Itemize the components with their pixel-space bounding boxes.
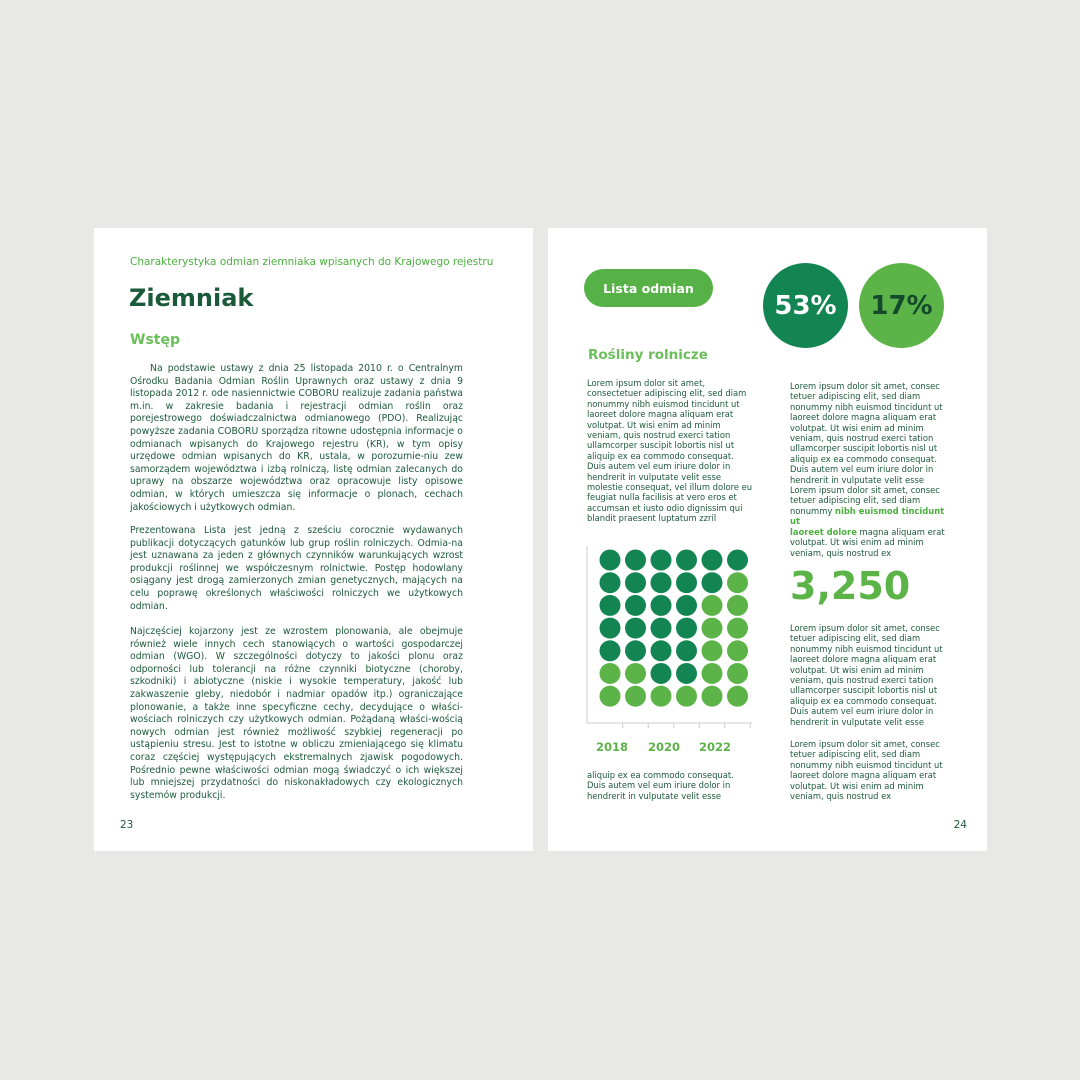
- chart-dot: [651, 572, 672, 593]
- chart-dot: [727, 550, 748, 571]
- chart-dot: [727, 640, 748, 661]
- chart-dot: [676, 686, 697, 707]
- column-text: Lorem ipsum dolor sit amet, consec tetuer adipiscing elit, sed diam nonummy nibh euismod tincidunt ut laoreet dolore magna aliquam erat volutpat. Ut wisi enim ad minim veniam, quis nostrud ex: [790, 739, 943, 802]
- chart-dot: [600, 595, 621, 616]
- year-label: 2018: [596, 740, 629, 754]
- chart-dot: [625, 595, 646, 616]
- chart-dot: [702, 550, 723, 571]
- section-subtitle: Wstęp: [130, 332, 180, 348]
- chart-dot: [676, 618, 697, 639]
- chart-dot: [727, 595, 748, 616]
- right-page: [548, 228, 987, 851]
- stat-circle-light: 17%: [859, 263, 944, 348]
- chart-dot: [625, 550, 646, 571]
- chart-dot: [727, 686, 748, 707]
- chart-dot: [676, 595, 697, 616]
- chart-dot: [702, 595, 723, 616]
- big-stat-number: 3,250: [790, 564, 911, 608]
- left-page: [94, 228, 533, 851]
- year-label: 2020: [648, 740, 681, 754]
- chart-dot: [651, 663, 672, 684]
- column-text: Lorem ipsum dolor sit amet, consec tetuer adipiscing elit, sed diam nonummy nibh euismod tincidunt ut laoreet dolore magna aliquam erat volutpat. Ut wisi enim ad minim veniam, quis nostrud exerci tation ullamcorper suscipit lobortis nisl ut aliquip ex ea commodo consequat. Duis autem vel eum iriure dolor in hendrerit in vulputate velit esse: [790, 623, 943, 727]
- highlighted-text: nibh euismod tincidunt ut laoreet dolore: [790, 505, 945, 537]
- chart-dot: [600, 686, 621, 707]
- running-head: Charakterystyka odmian ziemniaka wpisanych do Krajowego rejestru: [130, 256, 494, 268]
- page-number: 23: [120, 819, 134, 831]
- chart-dot: [625, 572, 646, 593]
- chart-dot: [727, 618, 748, 639]
- column-text: aliquip ex ea commodo consequat. Duis autem vel eum iriure dolor in hendrerit in vulputate velit esse: [587, 770, 734, 801]
- chart-dot: [600, 550, 621, 571]
- chart-dot: [625, 640, 646, 661]
- body-paragraph: Prezentowana Lista jest jedną z sześciu corocznie wydawanych publikacji dotyczących gatunków lub grup roślin rolniczych. Odmia-na jest uznawana za jeden z głównych czynników warunkujących wzrost produkcji roślinnej we współczesnym rolnictwie. Postęp hodowlany osiągany jest drogą zamierzonych zmian genetycznych, mających na celu poprawę określonych właściwości rolniczych we użytkowych odmian.: [130, 525, 463, 612]
- section-heading: Rośliny rolnicze: [588, 347, 708, 363]
- chart-dot: [727, 572, 748, 593]
- chart-dot: [702, 663, 723, 684]
- chart-dot: [600, 572, 621, 593]
- chart-dot: [625, 618, 646, 639]
- chart-dot: [676, 663, 697, 684]
- list-pill-badge: Lista odmian: [584, 269, 713, 307]
- chart-dot: [600, 663, 621, 684]
- text-run: Lorem ipsum dolor sit amet, consec tetuer adipiscing elit, sed diam nonummy nibh euismod tincidunt ut laoreet dolore magna aliquam erat volutpat. Ut wisi enim ad minim veniam, quis nostrud exerci tation ullamcorper suscipit lobortis nisl ut aliquip ex ea commodo consequat. Duis autem vel eum iriure dolor in hendrerit in vulputate velit esse: [790, 381, 943, 485]
- chart-dot: [651, 618, 672, 639]
- chart-dot: [600, 640, 621, 661]
- dot-matrix-chart: [584, 546, 764, 736]
- chart-dot: [702, 618, 723, 639]
- chart-dot: [727, 663, 748, 684]
- year-label: 2022: [699, 740, 732, 754]
- body-paragraph: Najczęściej kojarzony jest ze wzrostem plonowania, ale obejmuje również wiele innych cech stanowiących o wartości gospodarczej odmian (WGO). W szczególności dotyczy to jakości plonu oraz odporności lub tolerancji na różne czynniki biotyczne (choroby, szkodniki) i abiotyczne (niskie i wysokie temperatury, jakość lub zakwaszenie gleby, niedobór i nadmiar opadów itp.) ograniczające plonowanie, a także inne specyficzne cechy, decydujące o właści-wościach rolniczych czy użytkowych odmian. Pożądaną właści-wością nowych odmian jest również możliwość szybkiej regeneracji po ustąpieniu stresu. Jest to istotne w obliczu zmieniającego się klimatu coraz częściej występujących ekstremalnych zjawisk pogodowych. Pośrednio pewne właściwości odmian mogą świadczyć o ich większej lub mniejszej przydatności do niskonakładowych czy ekologicznych systemów produkcji.: [130, 626, 463, 801]
- stat-circle-dark: 53%: [763, 263, 848, 348]
- page-title: Ziemniak: [129, 284, 254, 312]
- chart-dot: [651, 686, 672, 707]
- chart-dot: [651, 550, 672, 571]
- chart-dot: [702, 686, 723, 707]
- chart-dot: [651, 595, 672, 616]
- chart-dot: [702, 572, 723, 593]
- chart-dot: [651, 640, 672, 661]
- body-paragraph: Na podstawie ustawy z dnia 25 listopada 2010 r. o Centralnym Ośrodku Badania Odmian Roślin Uprawnych oraz ustawy z dnia 9 listopada 2012 r. ode nasiennictwie COBORU realizuje zadania państwa m.in. w zakresie badania i rejestracji odmian roślin oraz porejestrowego doświadczalnictwa odmianowego (PDO). Realizując powyższe zadania COBORU sporządza ritowne udostępnia informacje o odmianach wpisanych do Krajowego rejestru (KR), w tym opisy urzędowe odmian wpisanych do KR, ustala, w porozumie-niu zew samorządem województwa i izbą rolniczą, listę odmian zalecanych do uprawy na obszarze województwa oraz opracowuje listy opisowe odmian, w których umieszcza się informacje o plonach, cechach jakościowych i użytkowych odmian.: [130, 363, 463, 513]
- text-run: magna aliquam erat volutpat. Ut wisi enim ad minim veniam, quis nostrud ex: [790, 526, 945, 558]
- chart-dot: [676, 550, 697, 571]
- chart-dot: [702, 640, 723, 661]
- chart-dot: [625, 686, 646, 707]
- chart-dot: [625, 663, 646, 684]
- column-text: Lorem ipsum dolor sit amet, consectetuer adipiscing elit, sed diam nonummy nibh euismod tincidunt ut laoreet dolore magna aliquam erat volutpat. Ut wisi enim ad minim veniam, quis nostrud exerci tation ullamcorper suscipit lobortis nisl ut aliquip ex ea commodo consequat. Duis autem vel eum iriure dolor in hendrerit in vulputate velit esse molestie consequat, vel illum dolore eu feugiat nulla facilisis at vero eros et accumsan et iusto odio dignissim qui blandit praesent luptatum zzril: [587, 378, 753, 524]
- chart-dot: [676, 640, 697, 661]
- chart-dot: [600, 618, 621, 639]
- text-run: Lorem ipsum dolor sit amet, consec tetuer adipiscing elit, sed diam nonummy: [790, 485, 940, 516]
- column-text: [790, 381, 955, 558]
- chart-dot: [676, 572, 697, 593]
- page-number: 24: [953, 819, 967, 831]
